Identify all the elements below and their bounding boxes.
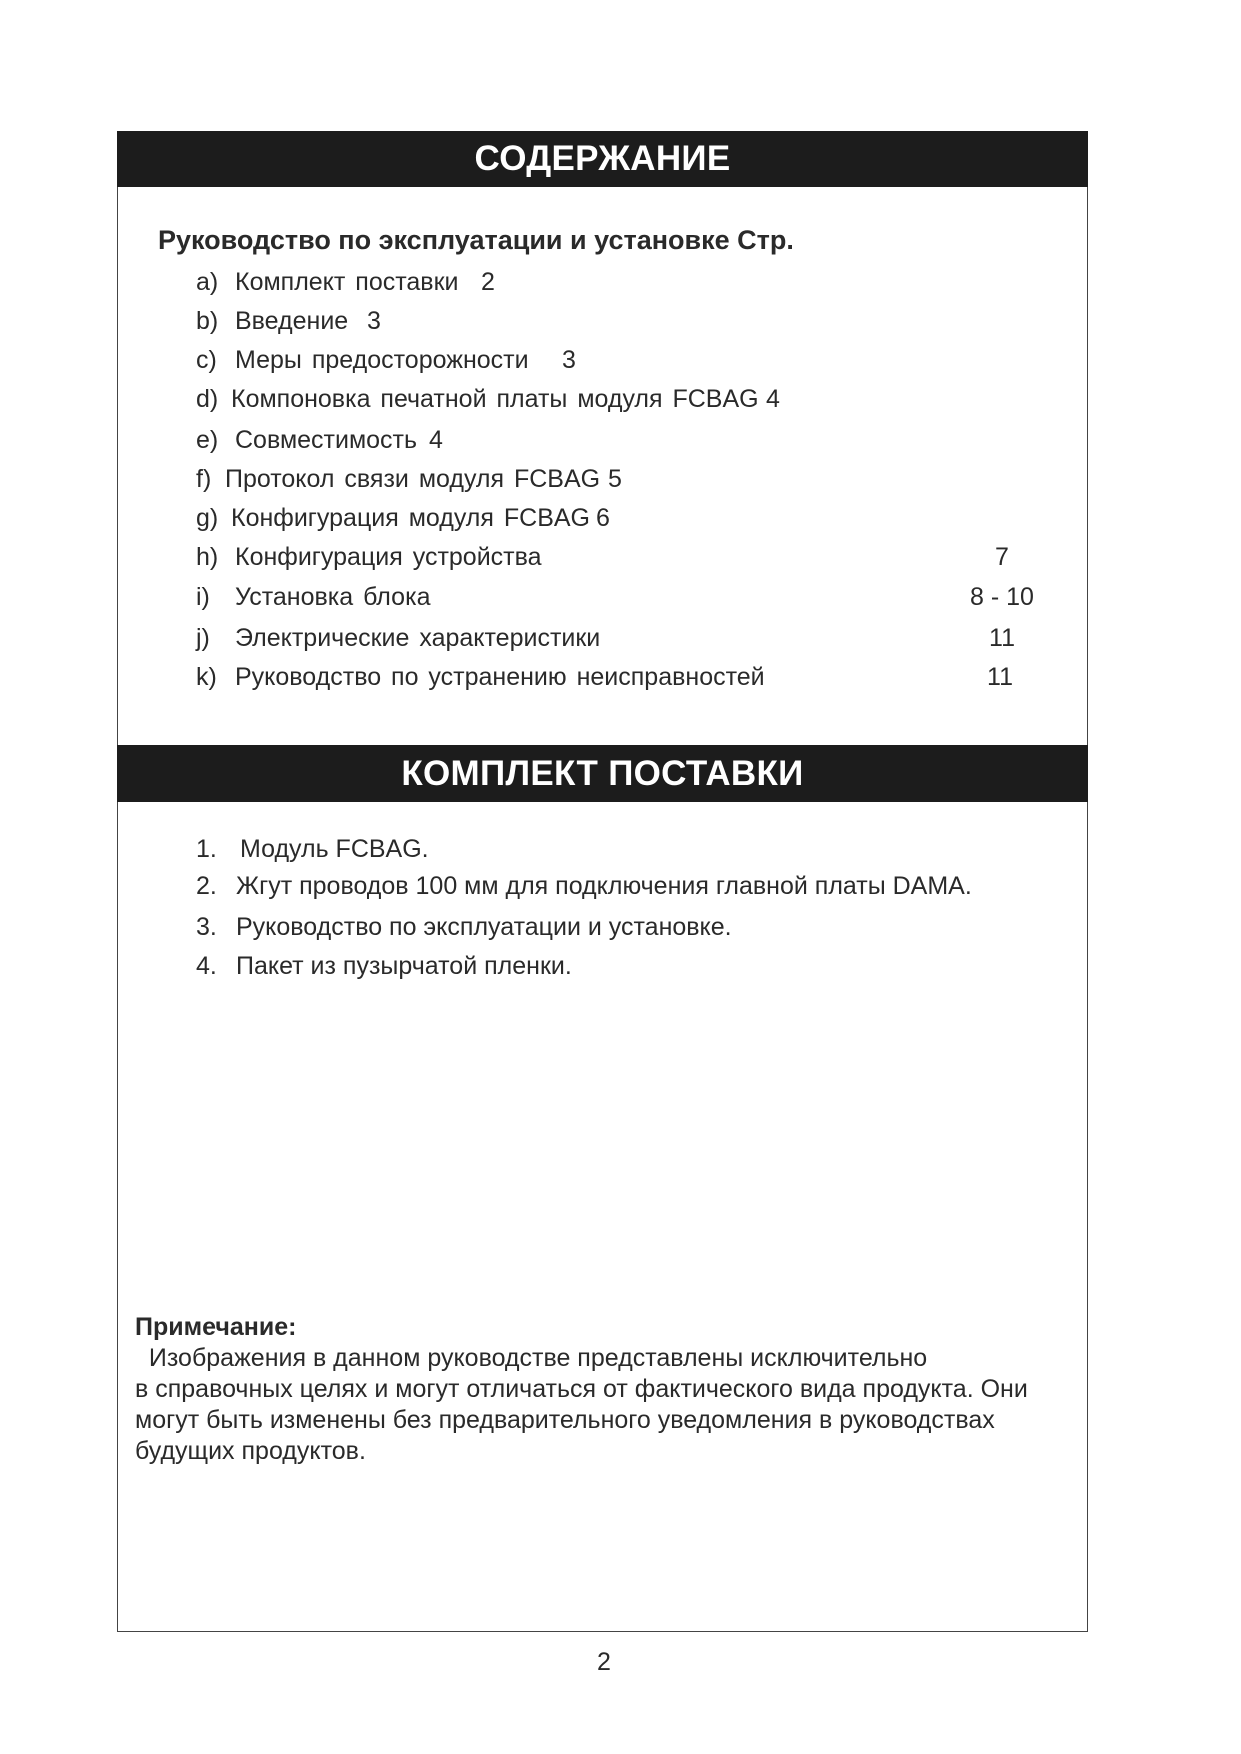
toc-item-letter: a) [196, 268, 219, 296]
toc-item-page: 11 [989, 624, 1015, 652]
toc-item-page: 2 [481, 268, 495, 296]
delivery-item-text: Пакет из пузырчатой пленки. [236, 952, 572, 980]
delivery-item-number: 4. [196, 952, 217, 980]
toc-item-title: Конфигурация модуля FCBAG [231, 504, 590, 532]
toc-item-letter: e) [196, 426, 219, 454]
toc-item [196, 426, 1046, 460]
toc-item-title: Электрические характеристики [235, 624, 601, 652]
toc-item-letter: g) [196, 504, 219, 532]
toc-item [196, 583, 1046, 617]
page-number: 2 [597, 1648, 611, 1676]
toc-item-page: 4 [766, 385, 780, 413]
toc-item-letter: d) [196, 385, 219, 413]
toc-item [196, 504, 1046, 538]
toc-item-title: Комплект поставки [235, 268, 459, 296]
toc-item-letter: c) [196, 346, 217, 374]
toc-item [196, 663, 1046, 697]
toc-item [196, 307, 1046, 341]
toc-item [196, 543, 1046, 577]
toc-item-title: Компоновка печатной платы модуля FCBAG [231, 385, 759, 413]
delivery-item-text: Руководство по эксплуатации и установке. [236, 913, 732, 941]
toc-item-letter: j) [196, 624, 210, 652]
toc-item-title: Протокол связи модуля FCBAG [225, 465, 601, 493]
contents-subtitle: Руководство по эксплуатации и установке Стр. [158, 225, 794, 255]
contents-heading: СОДЕРЖАНИЕ [117, 131, 1088, 187]
toc-item-page: 3 [562, 346, 576, 374]
note-line: могут быть изменены без предварительного уведомления в руководствах [135, 1406, 995, 1434]
toc-item-letter: h) [196, 543, 219, 571]
toc-item [196, 385, 1046, 419]
toc-item-title: Руководство по устранению неисправностей [235, 663, 765, 691]
toc-item-title: Введение [235, 307, 349, 335]
toc-item [196, 624, 1046, 658]
toc-item-title: Меры предосторожности [235, 346, 529, 374]
delivery-item-text: Жгут проводов 100 мм для подключения главной платы DAMA. [236, 872, 972, 900]
toc-item-letter: b) [196, 307, 219, 335]
toc-item-letter: i) [196, 583, 210, 611]
toc-item-page: 6 [596, 504, 610, 532]
delivery-heading: КОМПЛЕКТ ПОСТАВКИ [117, 745, 1088, 802]
toc-item [196, 346, 1046, 380]
toc-item-page: 3 [367, 307, 381, 335]
toc-item-page: 5 [608, 465, 622, 493]
delivery-item-number: 1. [196, 835, 217, 863]
note-line: будущих продуктов. [135, 1437, 366, 1465]
note-title: Примечание: [135, 1313, 297, 1341]
toc-item [196, 465, 1046, 499]
toc-item-page: 8 - 10 [970, 583, 1034, 611]
note-line: Изображения в данном руководстве представлены исключительно [135, 1344, 928, 1372]
note-line: в справочных целях и могут отличаться от фактического вида продукта. Они [135, 1375, 1028, 1403]
delivery-item-number: 3. [196, 913, 217, 941]
note-block [135, 1312, 1065, 1467]
toc-item-title: Установка блока [235, 583, 431, 611]
toc-item-page: 7 [995, 543, 1009, 571]
toc-item-title: Конфигурация устройства [235, 543, 542, 571]
toc-item-letter: f) [196, 465, 212, 493]
toc-item-letter: k) [196, 663, 217, 691]
toc-item [196, 268, 1046, 302]
toc-item-page: 11 [987, 663, 1013, 691]
delivery-item-text: Модуль FCBAG. [240, 835, 429, 863]
delivery-item-number: 2. [196, 872, 217, 900]
toc-item-title: Совместимость [235, 426, 418, 454]
toc-item-page: 4 [429, 426, 443, 454]
